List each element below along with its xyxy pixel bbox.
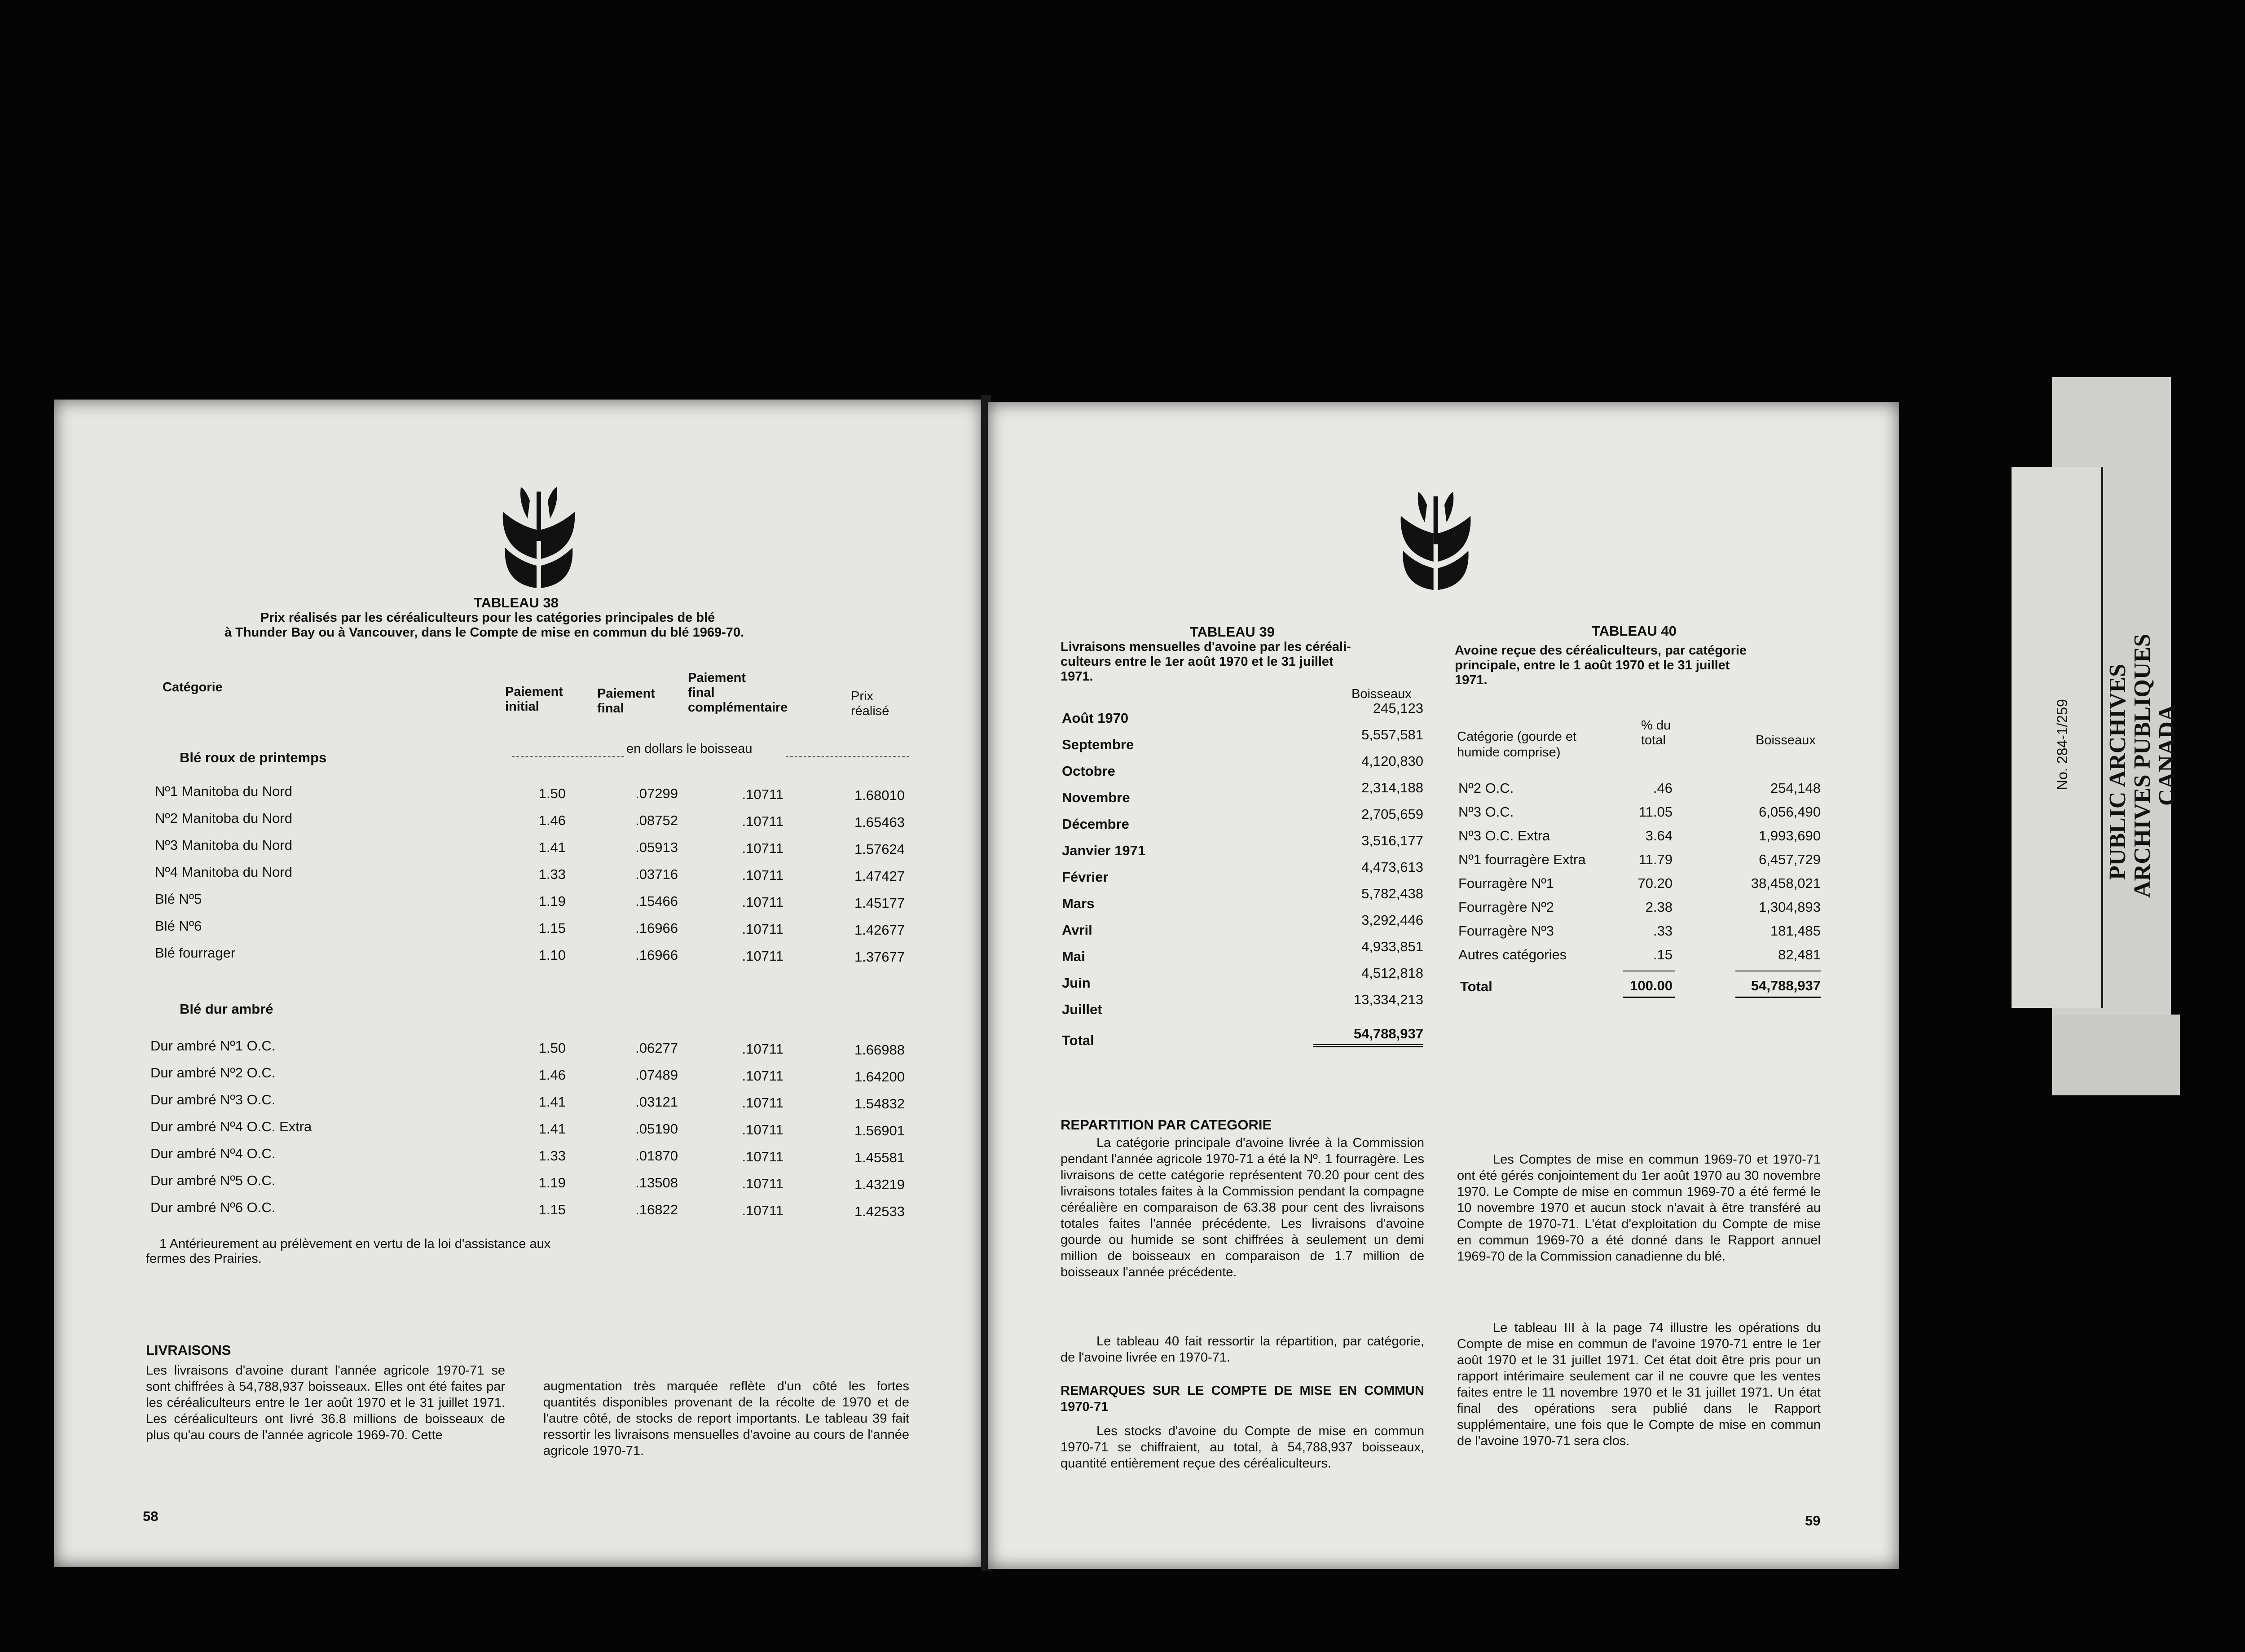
initial-payment-value: 1.33: [538, 866, 566, 882]
group-spring-wheat: Blé roux de printemps: [180, 750, 327, 765]
table-40-header-pct-1: % du: [1641, 718, 1671, 733]
complementary-payment-value: .10711: [742, 894, 784, 910]
table-40-bushels: 6,457,729: [1759, 852, 1821, 867]
table-39-month: Avril: [1062, 922, 1092, 938]
final-payment-value: .03121: [635, 1094, 678, 1110]
initial-payment-value: 1.50: [538, 786, 566, 801]
initial-payment-value: 1.15: [538, 920, 566, 936]
table-39-bushels: 5,557,581: [1361, 727, 1423, 743]
table-40-total-bushels: 54,788,937: [1751, 978, 1821, 993]
realized-price-value: 1.65463: [854, 814, 905, 830]
wheat-category-name: Nº3 Manitoba du Nord: [155, 837, 292, 853]
table-39-caption-1: Livraisons mensuelles d'avoine par les céréali-: [1061, 640, 1351, 654]
wheat-category-name: Dur ambré Nº6 O.C.: [150, 1199, 276, 1215]
wheat-category-name: Nº2 Manitoba du Nord: [155, 810, 292, 826]
table-40-header-cat-2: humide comprise): [1457, 745, 1561, 760]
final-payment-value: .16822: [635, 1202, 678, 1217]
table-40-percent: .33: [1653, 923, 1673, 939]
archive-stamp-line-3: CANADA: [2154, 704, 2180, 806]
realized-price-value: 1.68010: [854, 787, 905, 803]
table-40-total-label: Total: [1460, 979, 1492, 994]
table-40-category: Fourragère Nº1: [1458, 875, 1554, 891]
complementary-payment-value: .10711: [742, 1203, 784, 1218]
final-payment-value: .07489: [635, 1067, 678, 1083]
complementary-payment-value: .10711: [742, 1041, 784, 1057]
section-livraisons-title: LIVRAISONS: [146, 1342, 231, 1358]
table-39-month: Janvier 1971: [1062, 843, 1146, 858]
table-39-month: Mai: [1062, 949, 1085, 964]
complementary-payment-value: .10711: [742, 921, 784, 937]
table-39-bushels: 2,314,188: [1361, 780, 1423, 795]
complementary-payment-value: .10711: [742, 1149, 784, 1164]
table-40-percent: 11.05: [1638, 804, 1673, 820]
repartition-paragraph: La catégorie principale d'avoine livrée à la Commission pendant l'année agricole 1970-71 a été la Nº. 1 fourragère. Les livraisons de cette catégorie représentent 70.20 pour cent des livraisons totales faites à la Commission pendant la compagne céréalière en comparaison de 63.38 pour cent des livraisons totales faites l'année précédente. Les livraisons d'avoine gourde ou humide se sont chiffrées à seulement un demi million de boisseaux en comparaison de 1.7 million de boisseaux l'année précédente.: [1061, 1136, 1424, 1279]
final-payment-value: .07299: [635, 786, 678, 801]
header-compl-3: complémentaire: [688, 700, 788, 715]
table-40-bushels: 254,148: [1770, 780, 1821, 796]
header-compl-1: Paiement: [688, 671, 746, 685]
complementary-payment-value: .10711: [742, 867, 784, 883]
initial-payment-value: 1.46: [538, 1067, 566, 1083]
realized-price-value: 1.42677: [854, 922, 905, 938]
table-40-percent: 70.20: [1638, 875, 1673, 891]
table-40-category: Nº1 fourragère Extra: [1458, 852, 1586, 867]
header-price-1: Prix: [851, 689, 873, 703]
wheat-category-name: Nº1 Manitoba du Nord: [155, 783, 292, 799]
wheat-category-name: Dur ambré Nº4 O.C. Extra: [150, 1119, 312, 1134]
livraisons-paragraph-right: augmentation très marquée reflète d'un côté les fortes quantités disponibles provenant de la récolte de 1970 et de l'autre côté, de stocks de report importants. Le tableau 39 fait ressortir les livraisons mensuelles d'avoine au cours de l'année agricole 1970-71.: [543, 1379, 909, 1458]
table-40-category: Nº2 O.C.: [1458, 780, 1514, 796]
table-40-percent: 2.38: [1645, 899, 1673, 915]
table-38-caption-1: Prix réalisés par les céréaliculteurs pour les catégories principales de blé: [260, 611, 715, 625]
complementary-payment-value: .10711: [742, 1068, 784, 1084]
table-40-title: TABLEAU 40: [1592, 623, 1677, 639]
page-number-58: 58: [143, 1508, 158, 1524]
section-remarques-title: REMARQUES SUR LE COMPTE DE MISE EN COMMUN 1970-71: [1061, 1384, 1424, 1414]
table-39-unit: Boisseaux: [1351, 687, 1412, 701]
table-39-month: Septembre: [1062, 737, 1134, 752]
table-40-caption-1: Avoine reçue des céréaliculteurs, par catégorie: [1455, 643, 1747, 658]
table-40-bushels: 1,993,690: [1759, 828, 1821, 844]
wheat-category-name: Blé Nº6: [155, 918, 202, 934]
table-40-header-cat-1: Catégorie (gourde et: [1457, 729, 1576, 744]
final-payment-value: .03716: [635, 866, 678, 882]
table-40-percent: 11.79: [1638, 852, 1673, 867]
header-initial-2: initial: [505, 699, 539, 714]
table-40-category: Autres catégories: [1458, 947, 1567, 962]
final-payment-value: .16966: [635, 920, 678, 936]
initial-payment-value: 1.10: [538, 947, 566, 963]
table-40-header-pct-2: total: [1641, 733, 1666, 747]
table-39-total-double-rule: [1313, 1046, 1423, 1047]
table-39-month: Février: [1062, 869, 1109, 885]
page-number-59: 59: [1805, 1513, 1821, 1529]
complementary-payment-value: .10711: [742, 786, 784, 802]
table-38-caption-2: à Thunder Bay ou à Vancouver, dans le Compte de mise en commun du blé 1969-70.: [224, 625, 744, 640]
table-40-percent: 3.64: [1645, 828, 1673, 844]
table-39-bushels: 4,512,818: [1361, 965, 1423, 981]
realized-price-value: 1.66988: [854, 1042, 905, 1058]
initial-payment-value: 1.19: [538, 1175, 566, 1191]
complementary-payment-value: .10711: [742, 1176, 784, 1191]
wheat-logo-left: [501, 487, 577, 588]
table-40-bushels: 38,458,021: [1751, 875, 1821, 891]
initial-payment-value: 1.41: [538, 1121, 566, 1137]
archive-strip-bottom: [2054, 1015, 2180, 1095]
final-payment-value: .05190: [635, 1121, 678, 1137]
complementary-payment-value: .10711: [742, 948, 784, 964]
wheat-category-name: Blé Nº5: [155, 891, 202, 907]
table-40-category: Fourragère Nº2: [1458, 899, 1554, 915]
archive-stamp-line-2: ARCHIVES PUBLIQUES: [2130, 633, 2155, 898]
realized-price-value: 1.45177: [854, 895, 905, 911]
table-40-percent: .46: [1653, 780, 1673, 796]
realized-price-value: 1.47427: [854, 868, 905, 884]
repartition-paragraph-2: Le tableau 40 fait ressortir la répartition, par catégorie, de l'avoine livrée en 1970-71.: [1061, 1334, 1424, 1365]
final-payment-value: .13508: [635, 1175, 678, 1191]
realized-price-value: 1.45581: [854, 1150, 905, 1165]
table-40-bushels: 82,481: [1778, 947, 1821, 962]
table-39-bushels: 245,123: [1373, 700, 1423, 716]
table-40-header-bushels: Boisseaux: [1756, 733, 1816, 747]
table-40-caption-3: 1971.: [1455, 673, 1488, 687]
complementary-payment-value: .10711: [742, 1095, 784, 1111]
table-39-caption-2: culteurs entre le 1er août 1970 et le 31 juillet: [1061, 655, 1334, 669]
complementary-payment-value: .10711: [742, 840, 784, 856]
wheat-category-name: Dur ambré Nº5 O.C.: [150, 1173, 276, 1188]
table-39-bushels: 3,516,177: [1361, 833, 1423, 848]
complementary-payment-value: .10711: [742, 813, 784, 829]
table-39-month: Octobre: [1062, 763, 1115, 779]
final-payment-value: .15466: [635, 893, 678, 909]
table-40-bushels: 181,485: [1770, 923, 1821, 939]
realized-price-value: 1.57624: [854, 841, 905, 857]
group-durum: Blé dur ambré: [180, 1001, 273, 1017]
table-39-caption-3: 1971.: [1061, 669, 1093, 684]
final-payment-value: .05913: [635, 839, 678, 855]
table-39-bushels: 4,473,613: [1361, 859, 1423, 875]
wheat-category-name: Blé fourrager: [155, 945, 236, 961]
initial-payment-value: 1.46: [538, 813, 566, 828]
livraisons-paragraph-left: Les livraisons d'avoine durant l'année agricole 1970-71 se sont chiffrées à 54,788,937 boisseaux. Elles ont été faites par les céréaliculteurs entre le 1er août 1970 et le 31 juillet 1971. Les céréaliculteurs ont livré 36.8 millions de boisseaux de plus qu'au cours de l'année agricole 1969-70. Cette: [146, 1363, 505, 1442]
header-category: Catégorie: [163, 680, 223, 694]
realized-price-value: 1.37677: [854, 949, 905, 965]
table-40-category: Nº3 O.C.: [1458, 804, 1514, 820]
table-39-month: Novembre: [1062, 790, 1130, 805]
unit-label: en dollars le boisseau: [626, 742, 753, 756]
table-39-bushels: 4,120,830: [1361, 753, 1423, 769]
archive-stamp-line-1: PUBLIC ARCHIVES: [2105, 663, 2131, 880]
table-40-category: Fourragère Nº3: [1458, 923, 1554, 939]
table-39-title: TABLEAU 39: [1190, 624, 1275, 640]
initial-payment-value: 1.41: [538, 839, 566, 855]
initial-payment-value: 1.19: [538, 893, 566, 909]
wheat-category-name: Dur ambré Nº1 O.C.: [150, 1038, 276, 1054]
realized-price-value: 1.42533: [854, 1204, 905, 1219]
realized-price-value: 1.43219: [854, 1177, 905, 1192]
table-39-total-label: Total: [1062, 1032, 1094, 1048]
table-38-title: TABLEAU 38: [474, 595, 559, 611]
table-40-pct-total-rule: [1623, 997, 1675, 998]
table-39-bushels: 13,334,213: [1353, 992, 1423, 1007]
wheat-category-name: Dur ambré Nº2 O.C.: [150, 1065, 276, 1081]
table-39-bushels: 5,782,438: [1361, 886, 1423, 901]
realized-price-value: 1.54832: [854, 1096, 905, 1112]
initial-payment-value: 1.15: [538, 1202, 566, 1217]
pool-account-paragraph-1: Les Comptes de mise en commun 1969-70 et 1970-71 ont été gérés conjointement du 1er août 1970 au 30 novembre 1970. Le Compte de mise en commun 1969-70 a été fermé le 10 novembre 1970 et aucun stock n'avait à être transféré au Compte de 1970-71. L'état d'exploitation du Compte de mise en commun 1969-70 a été donné dans le Rapport annuel 1969-70 de la Commission canadienne du blé.: [1457, 1152, 1821, 1264]
table-40-bu-total-rule: [1735, 997, 1821, 998]
footnote-line-1: 1 Antérieurement au prélèvement en vertu de la loi d'assistance aux: [159, 1237, 551, 1251]
header-final-2: final: [597, 701, 624, 716]
table-39-total-value: 54,788,937: [1353, 1026, 1423, 1041]
header-initial-1: Paiement: [505, 685, 563, 699]
initial-payment-value: 1.50: [538, 1040, 566, 1056]
realized-price-value: 1.56901: [854, 1123, 905, 1138]
wheat-category-name: Dur ambré Nº3 O.C.: [150, 1092, 276, 1107]
table-39-total-rule: [1313, 1044, 1423, 1045]
table-40-percent: .15: [1653, 947, 1673, 962]
remarques-paragraph: Les stocks d'avoine du Compte de mise en commun 1970-71 se chiffraient, au total, à 54,788,937 boisseaux, quantité entièrement reçue des céréaliculteurs.: [1061, 1424, 1424, 1471]
wheat-category-name: Nº4 Manitoba du Nord: [155, 864, 292, 880]
table-39-month: Juin: [1062, 975, 1091, 991]
header-final-1: Paiement: [597, 686, 655, 701]
footnote-line-2: fermes des Prairies.: [146, 1252, 262, 1266]
wheat-category-name: Dur ambré Nº4 O.C.: [150, 1146, 276, 1161]
header-compl-2: final: [688, 685, 715, 700]
unit-dash-left: [512, 756, 624, 757]
table-40-bushels: 6,056,490: [1759, 804, 1821, 820]
header-price-2: réalisé: [851, 704, 889, 718]
realized-price-value: 1.64200: [854, 1069, 905, 1085]
final-payment-value: .08752: [635, 813, 678, 828]
section-repartition-title: REPARTITION PAR CATEGORIE: [1061, 1117, 1272, 1133]
wheat-logo-right: [1399, 492, 1473, 590]
complementary-payment-value: .10711: [742, 1122, 784, 1138]
final-payment-value: .06277: [635, 1040, 678, 1056]
unit-dash-right: [786, 756, 909, 757]
table-39-bushels: 2,705,659: [1361, 806, 1423, 822]
table-40-total-pct: 100.00: [1630, 978, 1673, 993]
table-39-month: Août 1970: [1062, 710, 1129, 726]
final-payment-value: .16966: [635, 947, 678, 963]
table-40-bushels: 1,304,893: [1759, 899, 1821, 915]
table-39-month: Juillet: [1062, 1002, 1102, 1017]
initial-payment-value: 1.33: [538, 1148, 566, 1164]
archive-reference-number: No. 284-1/259: [2054, 699, 2070, 790]
table-40-caption-2: principale, entre le 1 août 1970 et le 31 juillet: [1455, 658, 1730, 672]
table-39-month: Mars: [1062, 896, 1095, 911]
table-39-bushels: 3,292,446: [1361, 912, 1423, 928]
pool-account-paragraph-2: Le tableau III à la page 74 illustre les opérations du Compte de mise en commun de l'avoine 1970-71 entre le 1er août 1970 et le 31 juillet 1971. Cet état doit être pris pour un rapport intérimaire seulement car il ne couvre que les ventes faites entre le 11 novembre 1970 et le 31 juillet 1971. Un état final des opérations sera publié dans le Rapport supplémentaire, une fois que le Compte de mise en commun de l'avoine 1970-71 sera clos.: [1457, 1321, 1821, 1448]
final-payment-value: .01870: [635, 1148, 678, 1164]
initial-payment-value: 1.41: [538, 1094, 566, 1110]
table-39-month: Décembre: [1062, 816, 1129, 832]
table-39-bushels: 4,933,851: [1361, 939, 1423, 954]
table-40-category: Nº3 O.C. Extra: [1458, 828, 1550, 844]
